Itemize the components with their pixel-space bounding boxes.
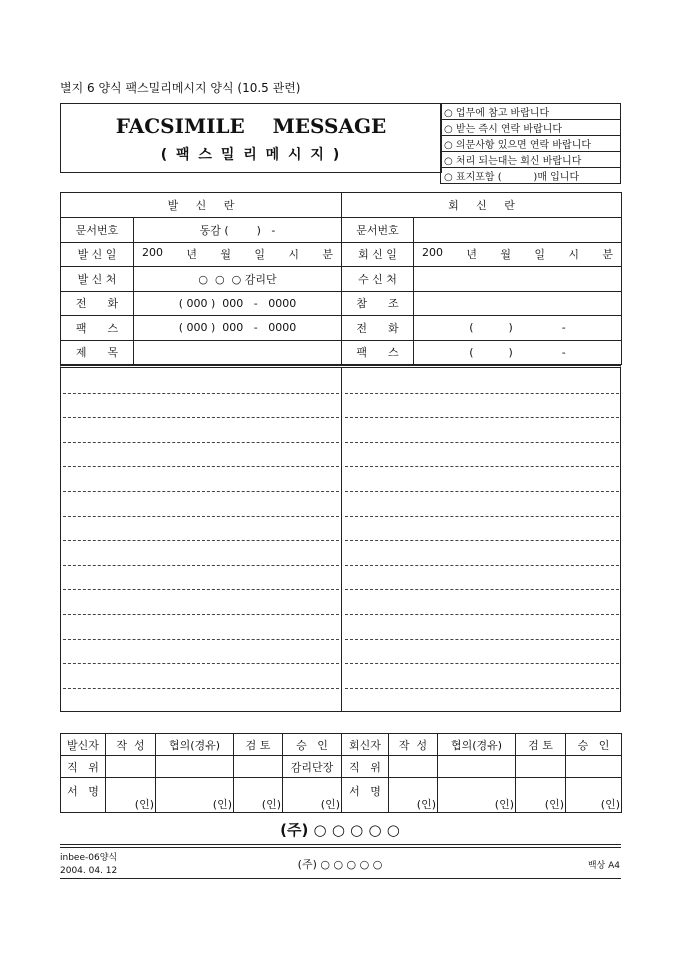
seal-mark: (인) xyxy=(261,798,281,811)
writing-line xyxy=(345,540,619,541)
writing-line xyxy=(63,442,339,443)
writing-line xyxy=(345,491,619,492)
signature-cell[interactable] xyxy=(566,778,622,813)
checklist-item: ○ 처리 되는대는 회신 바랍니다 xyxy=(441,152,621,168)
writing-line xyxy=(63,540,339,541)
writing-line xyxy=(63,663,339,664)
send-label: 발 신 처 xyxy=(61,267,134,292)
approval-header: 회신자 xyxy=(342,734,389,756)
signature-cell[interactable] xyxy=(156,778,234,813)
send-label: 팩 스 xyxy=(61,316,134,341)
writing-line xyxy=(63,466,339,467)
approval-header: 협의(경유) xyxy=(156,734,234,756)
checklist-item: ○ 의문사항 있으면 연락 바랍니다 xyxy=(441,136,621,152)
date-part: 월 xyxy=(500,248,511,262)
title-ko: ( 팩 스 밀 리 메 시 지 ) xyxy=(160,147,342,163)
send-value[interactable] xyxy=(134,340,342,365)
approval-header: 작 성 xyxy=(389,734,438,756)
date-part: 일 xyxy=(254,248,265,262)
reply-value[interactable] xyxy=(414,267,622,292)
signature-cell[interactable] xyxy=(438,778,516,813)
position-cell[interactable] xyxy=(234,756,283,778)
writing-line xyxy=(63,491,339,492)
writing-line xyxy=(345,466,619,467)
signature-cell[interactable] xyxy=(516,778,566,813)
seal-mark: (인) xyxy=(320,798,340,811)
seal-mark: (인) xyxy=(494,798,514,811)
writing-line xyxy=(345,663,619,664)
message-table xyxy=(60,192,622,365)
reply-label: 문서번호 xyxy=(342,218,414,243)
writing-line xyxy=(345,565,619,566)
signature-cell[interactable] xyxy=(283,778,342,813)
writing-line xyxy=(345,417,619,418)
approval-header: 검 토 xyxy=(516,734,566,756)
send-value[interactable]: ( 000 ) 000 - 0000 xyxy=(134,291,342,316)
send-label: 전 화 xyxy=(61,291,134,316)
send-value[interactable]: 동감 ( ) - xyxy=(134,218,342,243)
reply-header: 회 신 란 xyxy=(342,193,622,218)
send-value[interactable]: ( 000 ) 000 - 0000 xyxy=(134,316,342,341)
approval-header: 협의(경유) xyxy=(438,734,516,756)
date-part: 200 xyxy=(142,246,163,260)
reply-label: 회 신 일 xyxy=(342,242,414,267)
seal-mark: (인) xyxy=(212,798,232,811)
reply-value[interactable] xyxy=(414,218,622,243)
date-part: 200 xyxy=(422,246,443,260)
reply-label: 전 화 xyxy=(342,316,414,341)
writing-line xyxy=(63,565,339,566)
footer-company: (주) ○ ○ ○ ○ ○ xyxy=(297,858,383,871)
form-caption: 별지 6 양식 팩스밀리메시지 양식 (10.5 관련) xyxy=(60,81,301,95)
writing-line xyxy=(63,589,339,590)
writing-line xyxy=(63,393,339,394)
checklist xyxy=(440,103,621,184)
writing-line xyxy=(63,614,339,615)
title-box xyxy=(60,103,442,173)
approval-header: 발신자 xyxy=(61,734,106,756)
writing-line xyxy=(345,614,619,615)
reply-label: 수 신 처 xyxy=(342,267,414,292)
date-part: 년 xyxy=(186,248,197,262)
position-cell[interactable] xyxy=(516,756,566,778)
approval-table xyxy=(60,733,622,813)
signature-cell[interactable] xyxy=(106,778,156,813)
seal-mark: (인) xyxy=(134,798,154,811)
seal-mark: (인) xyxy=(600,798,620,811)
checklist-item: ○ 표지포함 ( )매 입니다 xyxy=(441,168,621,184)
checklist-item: ○ 받는 즉시 연락 바랍니다 xyxy=(441,120,621,136)
sign-label: 서 명 xyxy=(342,778,389,813)
writing-line xyxy=(345,639,619,640)
company-name: (주) ○ ○ ○ ○ ○ xyxy=(280,821,400,839)
seal-mark: (인) xyxy=(416,798,436,811)
reply-label: 팩 스 xyxy=(342,340,414,365)
writing-line xyxy=(345,589,619,590)
position-cell[interactable] xyxy=(106,756,156,778)
date-part: 월 xyxy=(220,248,231,262)
approval-header: 검 토 xyxy=(234,734,283,756)
send-label: 발 신 일 xyxy=(61,242,134,267)
approver-title: 감리단장 xyxy=(283,756,342,778)
seal-mark: (인) xyxy=(544,798,564,811)
date-part: 분 xyxy=(602,248,613,262)
sign-label: 서 명 xyxy=(61,778,106,813)
date-part: 시 xyxy=(288,248,299,262)
position-cell[interactable] xyxy=(566,756,622,778)
writing-line xyxy=(63,516,339,517)
writing-line xyxy=(63,688,339,689)
writing-line xyxy=(345,442,619,443)
position-label: 직 위 xyxy=(342,756,389,778)
checklist-item: ○ 업무에 참고 바랍니다 xyxy=(441,104,621,120)
approval-header: 승 인 xyxy=(566,734,622,756)
date-part: 시 xyxy=(568,248,579,262)
signature-cell[interactable] xyxy=(389,778,438,813)
form-id: inbee-06양식 xyxy=(60,853,118,863)
date-part: 년 xyxy=(466,248,477,262)
approval-header: 작 성 xyxy=(106,734,156,756)
date-part: 일 xyxy=(534,248,545,262)
reply-value[interactable]: ( ) - xyxy=(414,340,622,365)
reply-date-field[interactable] xyxy=(414,246,621,262)
writing-line xyxy=(345,688,619,689)
send-label: 문서번호 xyxy=(61,218,134,243)
title-en: FACSIMILE MESSAGE xyxy=(115,114,387,138)
position-cell[interactable] xyxy=(156,756,234,778)
writing-line xyxy=(345,393,619,394)
send-date-field[interactable] xyxy=(134,246,341,262)
signature-cell[interactable] xyxy=(234,778,283,813)
position-label: 직 위 xyxy=(61,756,106,778)
position-cell[interactable] xyxy=(438,756,516,778)
reply-value[interactable] xyxy=(414,291,622,316)
paper-size: 백상 A4 xyxy=(587,861,620,871)
writing-line xyxy=(63,417,339,418)
send-value[interactable]: ○ ○ ○ 감리단 xyxy=(134,267,342,292)
approval-header: 승 인 xyxy=(283,734,342,756)
position-cell[interactable] xyxy=(389,756,438,778)
form-date: 2004. 04. 12 xyxy=(60,866,118,876)
writing-line xyxy=(345,516,619,517)
send-header: 발 신 란 xyxy=(61,193,342,218)
writing-line xyxy=(63,639,339,640)
reply-label: 참 조 xyxy=(342,291,414,316)
message-body-area[interactable] xyxy=(60,365,621,712)
send-label: 제 목 xyxy=(61,340,134,365)
reply-value[interactable]: ( ) - xyxy=(414,316,622,341)
date-part: 분 xyxy=(322,248,333,262)
